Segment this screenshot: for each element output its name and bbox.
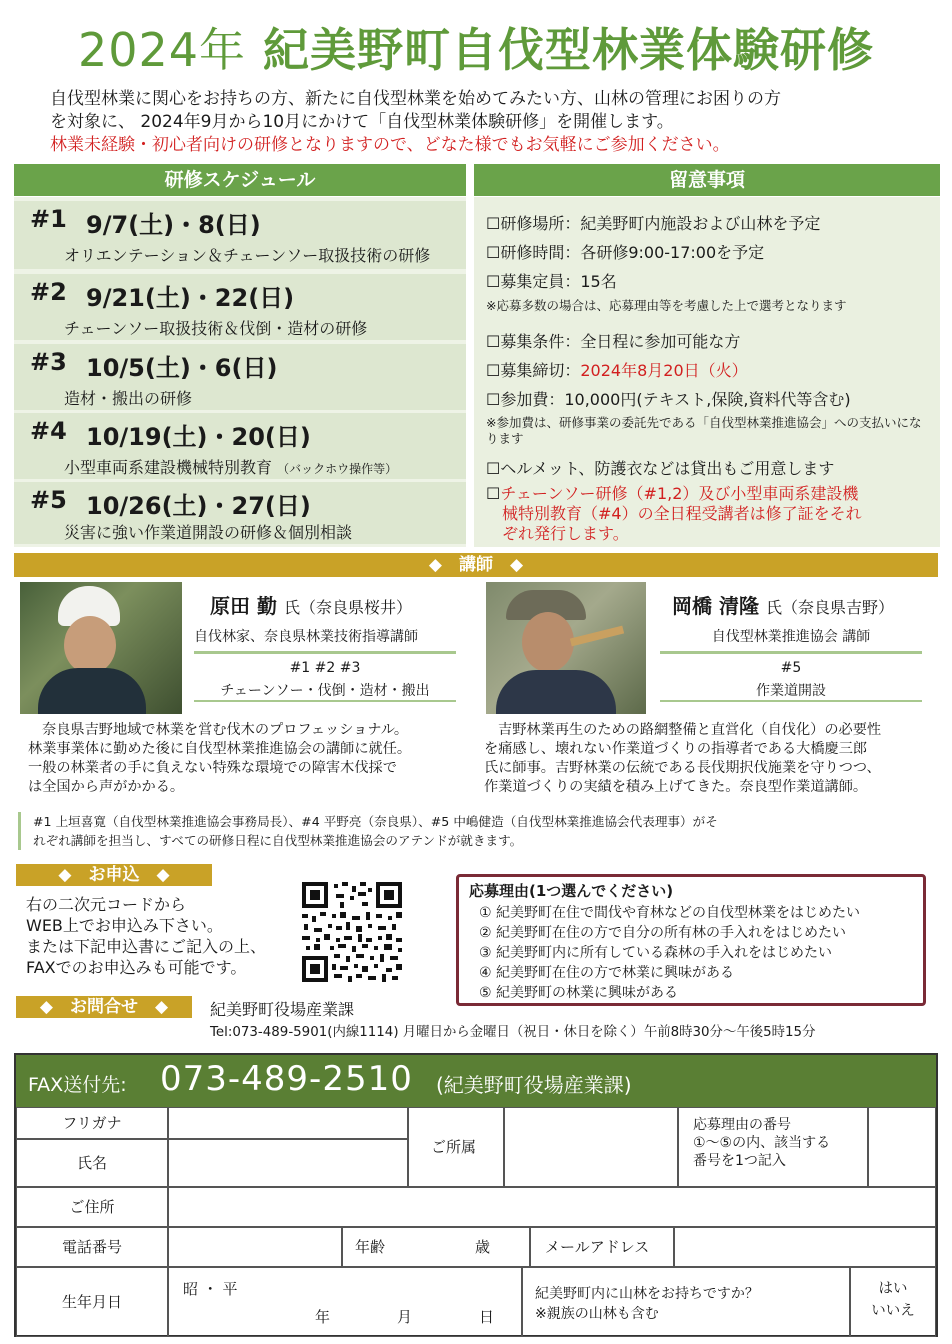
shirt-shape (38, 668, 146, 714)
schedule-header: 研修スケジュール (14, 164, 466, 196)
fax-number: 073-489-2510 (160, 1059, 413, 1099)
reason-item: ① 紀美野町在住で間伐や育林などの自伐型林業をはじめたい (479, 905, 860, 921)
divider (194, 651, 456, 654)
instructor-a-bio (28, 721, 468, 797)
note-place: ☐研修場所：紀美野町内施設および山林を予定 (486, 214, 821, 233)
instructor-b-name: 岡橋 清隆 (672, 594, 759, 618)
birth-field[interactable] (168, 1267, 522, 1337)
furigana-field[interactable] (168, 1107, 408, 1139)
label-email: メールアドレス (530, 1227, 674, 1267)
schedule-item (14, 201, 466, 269)
instructor-b-topics: 作業道開設 (756, 683, 826, 699)
instructor-b-role: 自伐型林業推進協会 講師 (711, 629, 871, 645)
bio-line: 吉野林業再生のための路網整備と直営化（自伐化）の必要性 (498, 722, 882, 738)
reason-item: ⑤ 紀美野町の林業に興味がある (479, 985, 679, 1001)
schedule-no: #2 (30, 278, 67, 306)
schedule-date: 9/21(土)・22(日) (86, 284, 295, 312)
apply-line: WEB上でお申込み下さい。 (26, 916, 223, 935)
instructor-b-name-line (672, 590, 894, 619)
label-birth: 生年月日 (16, 1267, 168, 1337)
bio-line: 一般の林業者の手に負えない特殊な環境での障害木伐採で (28, 760, 397, 776)
contact-tel: Tel:073-489-5901(内線1114) 月曜日から金曜日（祝日・休日を除く）午前8時30分〜午後5時15分 (210, 1025, 816, 1040)
schedule-date: 10/19(土)・20(日) (86, 423, 311, 451)
jacket-shape (496, 670, 616, 714)
note-condition: ☐募集条件：全日程に参加可能な方 (486, 332, 741, 351)
instructor-b-sessions: #5 (780, 660, 802, 676)
age-field[interactable] (342, 1227, 530, 1267)
reason-item: ③ 紀美野町内に所有している森林の手入れをはじめたい (479, 945, 832, 961)
title-main: 紀美野町自伐型林業体験研修 (263, 23, 875, 77)
phone-field[interactable] (168, 1227, 342, 1267)
schedule-desc: 災害に強い作業道開設の研修＆個別相談 (64, 523, 353, 542)
schedule-desc (64, 455, 397, 478)
instructor-a-photo (20, 582, 182, 714)
fax-banner (16, 1055, 936, 1107)
note-fee-note: ※参加費は、研修事業の委託先である「自伐型林業推進協会」への支払いになります (486, 415, 922, 446)
intro-line-2: を対象に、 2024年9月から10月にかけて「自伐型林業体験研修」を開催します。 (50, 112, 674, 132)
label-line: 番号を1つ記入 (693, 1153, 786, 1169)
intro-line-1: 自伐型林業に関心をお持ちの方、新たに自伐型林業を始めてみたい方、山林の管理にお困りの方 (50, 89, 781, 109)
schedule-desc: チェーンソー取扱技術＆伐倒・造材の研修 (64, 319, 368, 338)
label-forest (522, 1267, 850, 1337)
note-cert-line: チェーンソー研修（#1,2）及び小型車両系建設機 (500, 484, 859, 503)
instructors-header: ◆ 講師 ◆ (14, 553, 938, 577)
schedule-date: 10/26(土)・27(日) (86, 492, 311, 520)
reasons-list (479, 903, 860, 1003)
schedule-desc: オリエンテーション＆チェーンソー取扱技術の研修 (64, 246, 431, 265)
schedule-item (14, 413, 466, 479)
schedule-date: 10/5(土)・6(日) (86, 354, 278, 382)
schedule-note: （バックホウ操作等） (277, 462, 398, 476)
label-age-unit: 歳 (475, 1238, 491, 1256)
other-line: れぞれ講師を担当し、すべての研修日程に自伐型林業推進協会のアテンドが就きます。 (33, 833, 523, 848)
note-cert-box: ☐ (486, 484, 501, 503)
instructor-b-photo (486, 582, 646, 714)
reason-item: ④ 紀美野町在住の方で林業に興味がある (479, 965, 734, 981)
label-month: 月 (397, 1308, 413, 1326)
label-affiliation: ご所属 (408, 1107, 504, 1187)
bio-line: は全国から声がかかる。 (28, 779, 185, 795)
schedule-no: #5 (30, 486, 67, 514)
title-year: 2024年 (77, 23, 247, 77)
instructor-a-topics: チェーンソー・伐倒・造材・搬出 (220, 683, 430, 699)
instructor-a-suffix: 氏（奈良県桜井） (283, 598, 412, 617)
face-shape (64, 616, 116, 674)
schedule-desc-text: 小型車両系建設機械特別教育 (64, 458, 273, 477)
schedule-desc: 造材・搬出の研修 (64, 389, 193, 408)
note-deadline (486, 358, 748, 381)
notes-box (474, 197, 940, 547)
intro (50, 88, 910, 157)
tool-shape (570, 626, 624, 647)
instructor-a-role: 自伐林家、奈良県林業技術指導講師 (194, 629, 418, 645)
reason-number-field[interactable] (868, 1107, 936, 1187)
note-gear: ☐ヘルメット、防護衣などは貸出もご用意します (486, 459, 835, 478)
label-era: 昭 ・ 平 (183, 1280, 238, 1298)
label-day: 日 (479, 1308, 495, 1326)
option-yes[interactable]: はい (878, 1281, 908, 1297)
reasons-title: 応募理由(1つ選んでください) (469, 882, 674, 900)
divider (660, 651, 922, 654)
forest-choice[interactable] (850, 1267, 936, 1337)
apply-line: 右の二次元コードから (26, 895, 187, 914)
schedule-item (14, 344, 466, 410)
reasons-box (456, 874, 926, 1006)
bio-line: 林業事業体に勤めた後に自伐型林業推進協会の講師に就任。 (28, 741, 412, 757)
qr-code[interactable] (300, 880, 404, 984)
contact-dept: 紀美野町役場産業課 (210, 1000, 355, 1019)
apply-line: FAXでのお申込みも可能です。 (26, 958, 247, 977)
label-line: 紀美野町内に山林をお持ちですか？ (535, 1286, 759, 1302)
label-line: 応募理由の番号 (693, 1117, 791, 1133)
name-field[interactable] (168, 1139, 408, 1187)
label-year: 年 (315, 1308, 331, 1326)
fax-label: FAX送付先: (28, 1074, 127, 1096)
note-certificate (486, 484, 862, 544)
instructor-a-name: 原田 勤 (210, 594, 277, 618)
bio-line: を痛感し、壊れない作業道づくりの指導者である大橋慶三郎 (484, 741, 868, 757)
page-title (0, 14, 952, 80)
instructor-a-name-line (210, 590, 412, 619)
label-reason-number (678, 1107, 868, 1187)
email-field[interactable] (674, 1227, 936, 1267)
note-cert-line: ぞれ発行します。 (502, 524, 629, 543)
apply-header: ◆ お申込 ◆ (16, 864, 212, 886)
option-no[interactable]: いいえ (871, 1303, 915, 1319)
divider (194, 700, 456, 702)
note-deadline-value: 2024年8月20日（火） (580, 361, 748, 380)
instructor-b-bio (484, 721, 940, 797)
address-field[interactable] (168, 1187, 936, 1227)
other-line: #1 上垣喜寛（自伐型林業推進協会事務局長）、#4 平野亮（奈良県）、#5 中嶋健造（自伐型林業推進協会代表理事）がそ (33, 814, 718, 829)
note-time: ☐研修時間：各研修9:00-17:00を予定 (486, 243, 765, 262)
label-age: 年齢 (355, 1238, 386, 1256)
label-address: ご住所 (16, 1187, 168, 1227)
note-deadline-label: ☐募集締切： (486, 361, 581, 380)
divider (660, 700, 922, 702)
label-line: ①～⑤の内、該当する (693, 1135, 831, 1151)
face-shape (522, 612, 574, 672)
other-instructors (18, 812, 938, 850)
schedule-item (14, 482, 466, 544)
schedule-item (14, 274, 466, 340)
bio-line: 奈良県吉野地域で林業を営む伐木のプロフェッショナル。 (42, 722, 409, 738)
schedule-no: #4 (30, 417, 67, 445)
bio-line: 作業道づくりの実績を積み上げてきた。奈良型作業道講師。 (484, 779, 868, 795)
instructor-a-sessions: #1 #2 #3 (289, 660, 361, 676)
note-fee: ☐参加費：10,000円(テキスト,保険,資料代等含む) (486, 390, 851, 409)
label-furigana: フリガナ (16, 1107, 168, 1139)
notes-header: 留意事項 (474, 164, 940, 196)
application-form (14, 1053, 938, 1337)
bio-line: 氏に師事。吉野林業の伝統である長伐期択伐施業を守りつつ、 (484, 760, 881, 776)
label-phone: 電話番号 (16, 1227, 168, 1267)
apply-text (26, 894, 266, 978)
fax-dest: (紀美野町役場産業課) (436, 1073, 632, 1097)
intro-line-3: 林業未経験・初心者向けの研修となりますので、どなた様でもお気軽にご参加ください。 (50, 135, 730, 155)
label-line: ※親族の山林も含む (535, 1306, 659, 1322)
reason-item: ② 紀美野町在住の方で自分の所有林の手入れをはじめたい (479, 925, 846, 941)
note-capacity: ☐募集定員：15名 (486, 272, 617, 291)
contact-header: ◆ お問合せ ◆ (16, 996, 192, 1018)
note-capacity-note: ※応募多数の場合は、応募理由等を考慮した上で選考となります (486, 298, 847, 313)
note-cert-line: 械特別教育（#4）の全日程受講者は修了証をそれ (502, 504, 862, 523)
instructor-b-suffix: 氏（奈良県吉野） (765, 598, 894, 617)
apply-line: または下記申込書にご記入の上、 (26, 937, 267, 956)
schedule-no: #1 (30, 205, 67, 233)
schedule-no: #3 (30, 348, 67, 376)
schedule-date: 9/7(土)・8(日) (86, 211, 261, 239)
affiliation-field[interactable] (504, 1107, 678, 1187)
label-name: 氏名 (16, 1139, 168, 1187)
